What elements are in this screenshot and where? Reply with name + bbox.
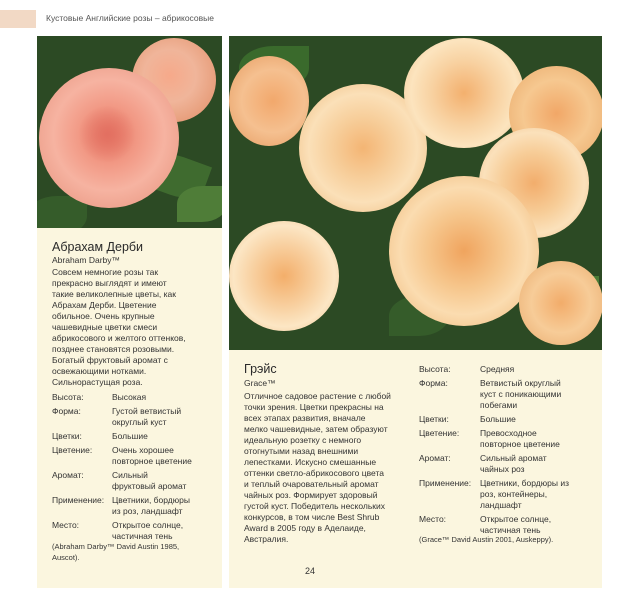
spec-value-line: фруктовый аромат (112, 481, 187, 491)
spec-value-line: Ветвистый округлый (480, 378, 561, 388)
description-line: оттенки светло-абрикосового цвета (244, 468, 385, 478)
spec-value-line: Очень хорошее (112, 445, 174, 455)
spec-value (480, 378, 561, 411)
spec-value-line: роз, контейнеры, (480, 489, 548, 499)
description-line: освежающими нотками. (52, 366, 147, 376)
description-line: обильное. Очень крупные (52, 311, 155, 321)
description-line: такие великолепные цветы, как (52, 289, 177, 299)
rose-latin-grace: Grace™ (244, 378, 276, 388)
spec-value-line: чайных роз (480, 464, 525, 474)
header-color-tab (0, 10, 36, 28)
spec-label: Аромат: (52, 470, 84, 480)
spec-value-line: побегами (480, 400, 518, 410)
description-line: всех этапах развития, вначале (244, 413, 366, 423)
spec-value-line: повторное цветение (112, 456, 192, 466)
spec-label: Высота: (52, 392, 84, 402)
description-line: позднее становятся розовыми. (52, 344, 175, 354)
spec-label: Применение: (419, 478, 472, 488)
description-line: Австралия. (244, 534, 289, 544)
spec-value-line: Превосходное (480, 428, 537, 438)
grace-photo (229, 36, 602, 350)
description-line: Абрахам Дерби. Цветение (52, 300, 157, 310)
spec-value-line: округлый куст (112, 417, 167, 427)
description-line: точки зрения. Цветки прекрасны на (244, 402, 384, 412)
description-line: Богатый фруктовый аромат с (52, 355, 168, 365)
spec-label: Форма: (419, 378, 448, 388)
description-line: абрикосового и желтого оттенков, (52, 333, 186, 343)
footnote-line: (Abraham Darby™ David Austin 1985, (52, 542, 180, 551)
spec-value-line: куст с поникающими (480, 389, 562, 399)
spec-value (480, 514, 551, 536)
spec-value (480, 364, 514, 375)
spec-value-line: повторное цветение (480, 439, 560, 449)
spec-value-line: частичная тень (112, 531, 173, 541)
description-line: прекрасно выглядят и имеют (52, 278, 167, 288)
spec-value-line: Густой ветвистый (112, 406, 182, 416)
description-line: идеальную розетку с немного (244, 435, 362, 445)
description-line: и теплый очаровательный аромат (244, 479, 379, 489)
spec-value (112, 392, 146, 403)
description-line: Совсем немногие розы так (52, 267, 159, 277)
description-line: чайных роз. Формирует здоровый (244, 490, 378, 500)
spec-label: Аромат: (419, 453, 451, 463)
spec-label: Применение: (52, 495, 105, 505)
spec-value-line: ландшафт (480, 500, 522, 510)
description-abraham-darby (52, 267, 220, 388)
description-line: отогнутыми назад внешними (244, 446, 359, 456)
description-grace (244, 391, 414, 545)
spec-value (480, 414, 516, 425)
page-number: 24 (305, 566, 316, 576)
description-line: густой куст. Победитель нескольких (244, 501, 386, 511)
description-line: лепестками. Искусно смешанные (244, 457, 377, 467)
rose-name-grace: Грэйс (244, 362, 277, 376)
footnote-abraham-darby (52, 541, 220, 563)
spec-value (112, 445, 192, 467)
spec-value-line: Цветники, бордюры из (480, 478, 569, 488)
description-line: Сильнорастущая роза. (52, 377, 143, 387)
footnote-grace (419, 534, 599, 545)
spec-label: Форма: (52, 406, 81, 416)
description-line: Award в 2005 году в Аделаиде, (244, 523, 366, 533)
spec-value (112, 495, 190, 517)
spec-value (480, 453, 547, 475)
spec-label: Высота: (419, 364, 451, 374)
spec-value-line: Высокая (112, 392, 147, 402)
spec-label: Место: (52, 520, 80, 530)
page-header (0, 10, 638, 28)
description-line: Отличное садовое растение с любой (244, 391, 391, 401)
spec-value (112, 470, 186, 492)
spec-value-line: Цветники, бордюры (112, 495, 190, 505)
spec-value-line: из роз, ландшафт (112, 506, 183, 516)
rose-latin-abraham-darby: Abraham Darby™ (52, 255, 121, 265)
footnote-line: (Grace™ David Austin 2001, Auskeppy). (419, 535, 554, 544)
footnote-line: Auscot). (52, 553, 80, 562)
spec-label: Цветки: (52, 431, 82, 441)
description-line: чашевидные цветки смеси (52, 322, 158, 332)
spec-value (112, 431, 148, 442)
rose-name-abraham-darby: Абрахам Дерби (52, 240, 144, 254)
spec-value-line: Большие (112, 431, 148, 441)
abraham-darby-photo (37, 36, 222, 228)
spec-value-line: Средняя (480, 364, 515, 374)
header-title: Кустовые Английские розы – абрикосовые (46, 13, 214, 23)
description-line: конкурсов, в том числе Best Shrub (244, 512, 380, 522)
spec-label: Место: (419, 514, 447, 524)
spec-label: Цветки: (419, 414, 449, 424)
spec-value-line: частичная тень (480, 525, 541, 535)
spec-value-line: Открытое солнце, (112, 520, 184, 530)
spec-value (480, 428, 560, 450)
spec-value (112, 406, 181, 428)
spec-value-line: Сильный аромат (480, 453, 547, 463)
spec-value (480, 478, 569, 511)
description-line: мелко чашевидные, затем образуют (244, 424, 388, 434)
spec-value (112, 520, 183, 542)
spec-label: Цветение: (52, 445, 93, 455)
spec-value-line: Открытое солнце, (480, 514, 552, 524)
spec-value-line: Сильный (112, 470, 148, 480)
spec-value-line: Большие (480, 414, 516, 424)
spec-label: Цветение: (419, 428, 460, 438)
